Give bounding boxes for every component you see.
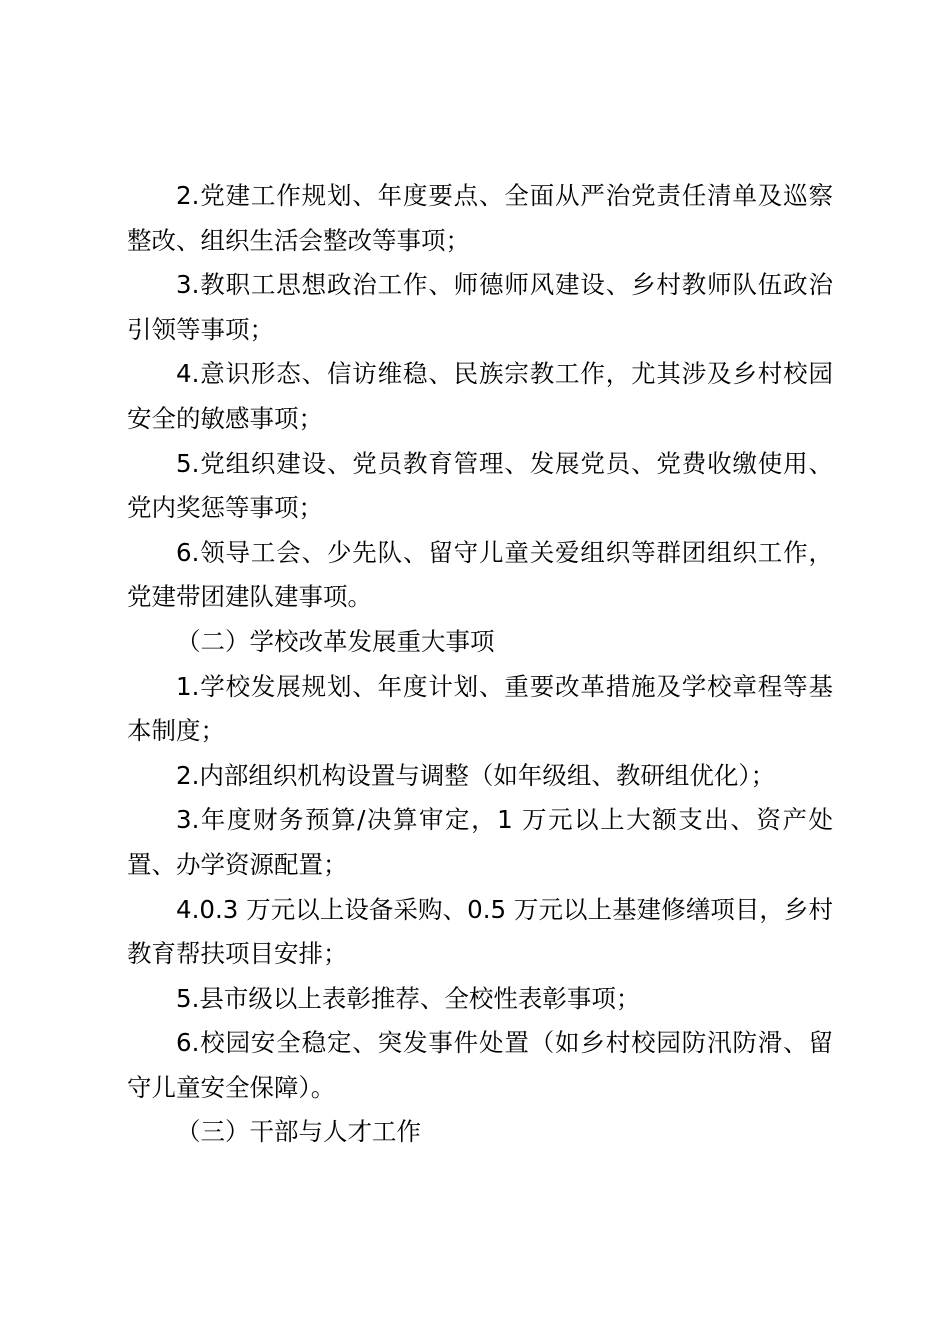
paragraph-development-plan: 1.学校发展规划、年度计划、重要改革措施及学校章程等基本制度； xyxy=(127,671,833,746)
paragraph-finance-budget: 3.年度财务预算/决算审定，1 万元以上大额支出、资产处置、办学资源配置； xyxy=(127,805,833,879)
paragraph-campus-safety: 6.校园安全稳定、突发事件处置（如乡村校园防汛防滑、留守儿童安全保障）。 xyxy=(127,1028,833,1102)
section-heading-cadre-talent: （三）干部与人才工作 xyxy=(176,1117,421,1147)
paragraph-staff-political-work: 3.教职工思想政治工作、师德师风建设、乡村教师队伍政治引领等事项； xyxy=(127,270,833,344)
paragraph-party-organization: 5.党组织建设、党员教育管理、发展党员、党费收缴使用、党内奖惩等事项； xyxy=(127,448,833,523)
paragraph-commendation: 5.县市级以上表彰推荐、全校性表彰事项； xyxy=(176,983,641,1013)
paragraph-party-building-plan: 2.党建工作规划、年度要点、全面从严治党责任清单及巡察整改、组织生活会整改等事项； xyxy=(127,181,833,255)
paragraph-procurement: 4.0.3 万元以上设备采购、0.5 万元以上基建修缮项目，乡村教育帮扶项目安排； xyxy=(127,894,833,969)
paragraph-internal-organization: 2.内部组织机构设置与调整（如年级组、教研组优化）； xyxy=(176,760,776,790)
section-heading-reform-development: （二）学校改革发展重大事项 xyxy=(176,626,495,656)
document-body xyxy=(127,174,833,1155)
paragraph-mass-organizations: 6.领导工会、少先队、留守儿童关爱组织等群团组织工作，党建带团建队建事项。 xyxy=(127,537,833,612)
paragraph-ideology-stability: 4.意识形态、信访维稳、民族宗教工作，尤其涉及乡村校园安全的敏感事项； xyxy=(127,359,833,433)
